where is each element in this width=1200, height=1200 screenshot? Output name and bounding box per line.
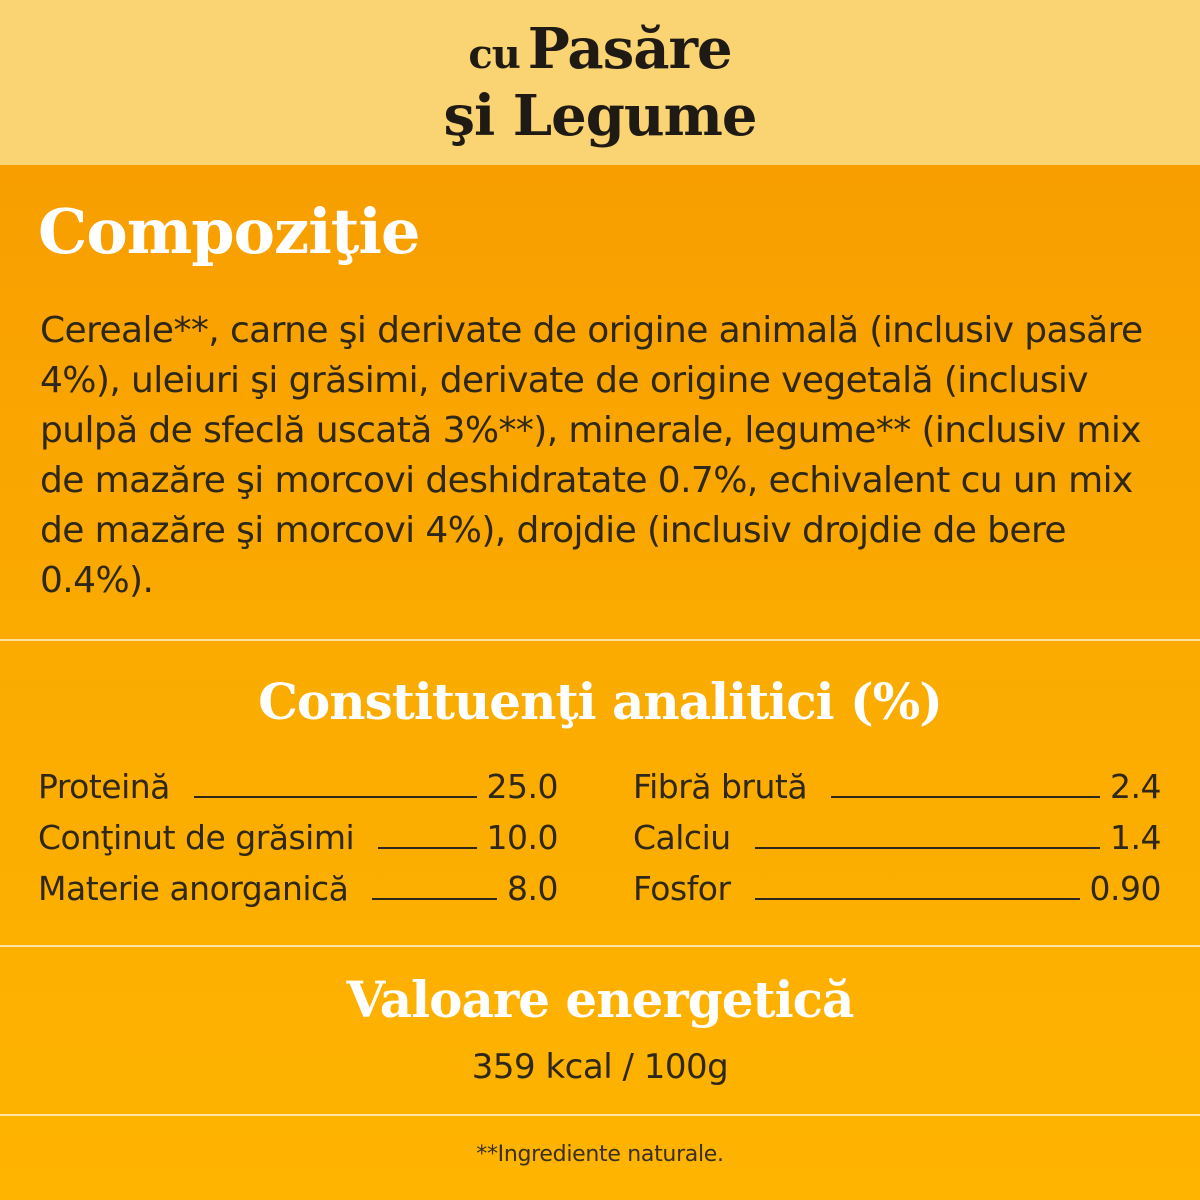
analytical-name: Conţinut de grăsimi xyxy=(38,818,355,857)
leader-line xyxy=(378,847,476,849)
energy-value: 359 kcal / 100g xyxy=(471,1047,729,1087)
analytical-row xyxy=(633,758,1161,809)
product-banner xyxy=(0,0,1200,165)
analytical-column-left xyxy=(38,758,558,911)
analytical-title: Constituenţi analitici (%) xyxy=(258,672,942,731)
energy-title: Valoare energetică xyxy=(346,970,854,1029)
divider xyxy=(0,639,1200,641)
banner-title-2: şi Legume xyxy=(443,82,757,149)
analytical-name: Proteină xyxy=(38,767,170,806)
analytical-name: Materie anorganică xyxy=(38,869,349,908)
banner-title-1: Pasăre xyxy=(527,15,732,82)
analytical-value: 25.0 xyxy=(486,767,558,806)
leader-line xyxy=(194,796,477,798)
analytical-column-right xyxy=(633,758,1161,911)
analytical-row xyxy=(633,809,1161,860)
leader-line xyxy=(755,898,1080,900)
analytical-name: Calciu xyxy=(633,818,731,857)
leader-line xyxy=(755,847,1100,849)
analytical-row xyxy=(38,758,558,809)
analytical-row xyxy=(38,860,558,911)
analytical-row xyxy=(633,860,1161,911)
analytical-value: 8.0 xyxy=(507,869,558,908)
leader-line xyxy=(372,898,497,900)
analytical-value: 10.0 xyxy=(486,818,558,857)
analytical-value: 2.4 xyxy=(1110,767,1161,806)
analytical-row xyxy=(38,809,558,860)
footnote: **Ingrediente naturale. xyxy=(476,1142,724,1167)
banner-prefix: cu xyxy=(468,30,520,78)
divider xyxy=(0,945,1200,947)
banner-line-1 xyxy=(468,15,732,85)
divider xyxy=(0,1114,1200,1116)
composition-title: Compoziţie xyxy=(38,195,420,268)
analytical-name: Fibră brută xyxy=(633,767,808,806)
analytical-value: 0.90 xyxy=(1089,869,1161,908)
leader-line xyxy=(831,796,1100,798)
analytical-value: 1.4 xyxy=(1110,818,1161,857)
composition-text: Cereale**, carne şi derivate de origine animală (inclusiv pasăre 4%), uleiuri şi grăsimi, derivate de origine vegetală (inclusiv pulpă de sfeclă uscată 3%**), minerale, legume** (inclusiv mix de mazăre şi morcovi deshidratate 0.7%, echivalent cu un mix de mazăre şi morcovi 4%), drojdie (inclusiv drojdie de bere 0.4%). xyxy=(40,310,1143,601)
analytical-name: Fosfor xyxy=(633,869,731,908)
